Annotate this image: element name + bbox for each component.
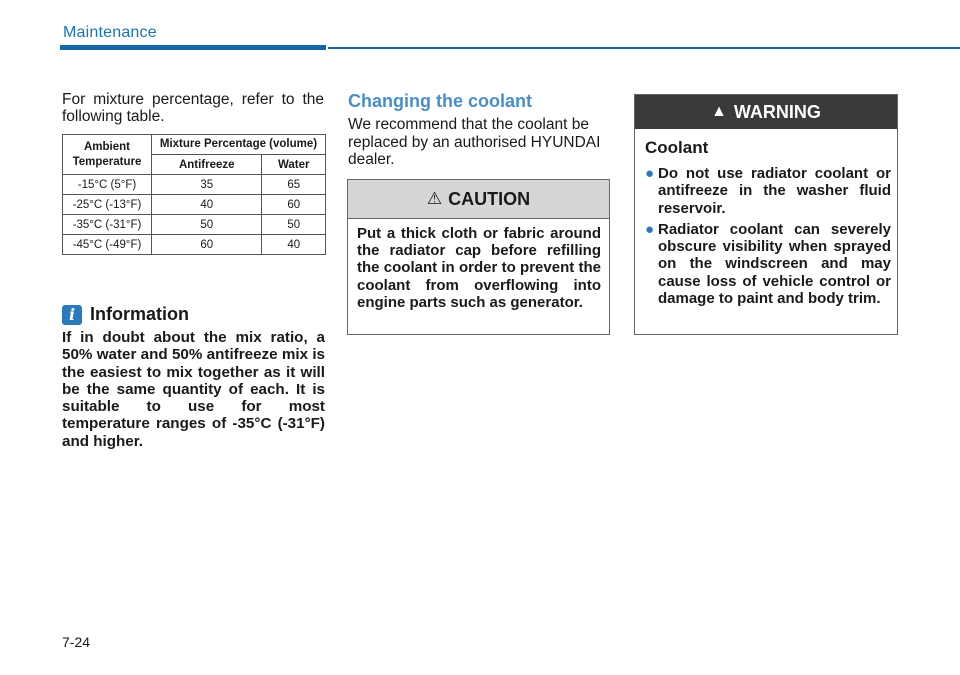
caution-box	[347, 179, 610, 335]
table-header-water: Water	[262, 155, 326, 175]
table-cell-water: 65	[262, 175, 326, 195]
page-number: 7-24	[62, 634, 91, 650]
table-cell-water: 60	[262, 195, 326, 215]
table-cell-temp: -45°C (-49°F)	[63, 235, 152, 255]
table-header-antifreeze: Antifreeze	[152, 155, 262, 175]
bullet-icon: ●	[645, 220, 655, 238]
table-row	[63, 235, 326, 255]
table-cell-temp: -15°C (5°F)	[63, 175, 152, 195]
table-cell-temp: -25°C (-13°F)	[63, 195, 152, 215]
table-cell-antifreeze: 35	[152, 175, 262, 195]
changing-coolant-heading: Changing the coolant	[348, 91, 532, 111]
caution-header	[348, 180, 609, 219]
caution-label: CAUTION	[448, 188, 531, 209]
table-cell-temp: -35°C (-31°F)	[63, 215, 152, 235]
table-row	[63, 175, 326, 195]
bullet-icon: ●	[645, 165, 655, 182]
info-icon: i	[62, 305, 82, 325]
warning-box	[634, 94, 898, 335]
list-item: ● Radiator coolant can severely obscure visibility when sprayed on the windscreen and may cause loss of vehicle control or damage to paint and body trim.	[645, 220, 891, 308]
warning-triangle-icon: ▲	[711, 103, 727, 120]
intro-text: For mixture percentage, refer to the following table.	[62, 91, 324, 125]
warning-header	[635, 95, 897, 129]
list-item: ● Do not use radiator coolant or antifreeze in the washer fluid reservoir.	[645, 165, 891, 217]
header-rule	[328, 47, 960, 49]
information-body: If in doubt about the mix ratio, a 50% water and 50% antifreeze mix is the easiest to mix together as it will be the same quantity of each. It is suitable to use for most temperature ranges of -35°C (-31°F) and higher.	[62, 329, 325, 450]
mixture-table	[62, 134, 326, 255]
table-cell-water: 40	[262, 235, 326, 255]
warning-triangle-icon: ⚠	[426, 189, 443, 208]
warning-title: Coolant	[645, 138, 709, 157]
table-cell-antifreeze: 50	[152, 215, 262, 235]
header-bar	[60, 45, 326, 50]
table-row	[63, 195, 326, 215]
information-title: Information	[90, 304, 189, 324]
table-cell-antifreeze: 60	[152, 235, 262, 255]
table-cell-water: 50	[262, 215, 326, 235]
table-header-mixture: Mixture Percentage (volume)	[152, 135, 326, 155]
warning-list	[645, 165, 891, 311]
warning-label: WARNING	[733, 101, 821, 122]
table-cell-antifreeze: 40	[152, 195, 262, 215]
table-header-ambient: Ambient Temperature	[63, 135, 152, 175]
caution-text: Put a thick cloth or fabric around the radiator cap before refilling the coolant in order to prevent the coolant from overflowing into engine parts such as generator.	[357, 225, 601, 311]
section-title: Maintenance	[63, 24, 157, 41]
changing-coolant-body: We recommend that the coolant be replaced by an authorised HYUNDAI dealer.	[348, 116, 601, 168]
table-row	[63, 215, 326, 235]
